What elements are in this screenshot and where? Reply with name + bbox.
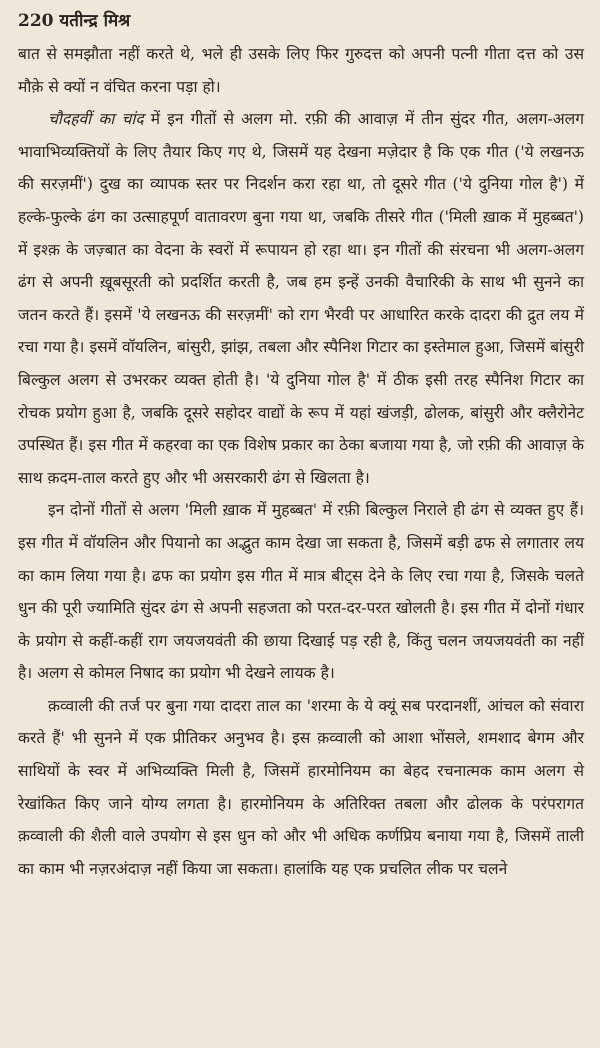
- running-header: [18, 8, 584, 38]
- paragraph-4: [18, 690, 584, 886]
- paragraph-2: [18, 103, 584, 494]
- paragraph-3: [18, 494, 584, 690]
- film-title-italic: चौदहवीं का चांद: [48, 110, 144, 129]
- paragraph-text: में इन गीतों से अलग मो. रफ़ी की आवाज़ में तीन सुंदर गीत, अलग-अलग भावाभिव्यक्तियों के लिए तैयार किए गए थे, जिसमें यह देखना मज़ेदार है कि एक गीत ('ये लखनऊ की सरज़मीं') दुख का व्यापक स्तर पर निदर्शन करा रहा था, तो दूसरे गीत ('ये दुनिया गोल है') में हल्के-फुल्के ढंग का उत्साहपूर्ण वातावरण बुना गया था, जबकि तीसरे गीत ('मिली ख़ाक में मुहब्बत') में इश्क़ के जज़्बात का वेदना के स्वरों में रूपायन हो रहा था। इन गीतों की संरचना भी अलग-अलग ढंग से अपनी ख़ूबसूरती को प्रदर्शित करती है, जब हम इन्हें उनकी वैचारिकी के साथ भी सुनने का जतन करते हैं। इसमें 'ये लखनऊ की सरज़मीं' को राग भैरवी पर आधारित करके दादरा की द्रुत लय में रचा गया है। इसमें वॉयलिन, बांसुरी, झांझ, तबला और स्पैनिश गिटार का इस्तेमाल हुआ, जिसमें बांसुरी बिल्कुल अलग से उभरकर व्यक्त होती है। 'ये दुनिया गोल है' में ठीक इसी तरह स्पैनिश गिटार का रोचक प्रयोग हुआ है, जबकि दूसरे सहोदर वाद्यों के रूप में यहां खंजड़ी, ढोलक, बांसुरी और क्लैरोनेट उपस्थित हैं। इस गीत में कहरवा का एक विशेष प्रकार का ठेका बजाया गया है, जो रफ़ी की आवाज़ के साथ क़दम-ताल करते हुए और भी असरकारी ढंग से खिलता है।: [18, 110, 584, 487]
- paragraph-text: बात से समझौता नहीं करते थे, भले ही उसके लिए फिर गुरुदत्त को अपनी पत्नी गीता दत्त को उस मौक़े से क्यों न वंचित करना पड़ा हो।: [18, 45, 584, 96]
- author-name: यतीन्द्र मिश्र: [59, 11, 131, 31]
- paragraph-text: क़व्वाली की तर्ज पर बुना गया दादरा ताल का 'शरमा के ये क्यूं सब परदानशीं, आंचल को संवारा करते हैं' भी सुनने में एक प्रीतिकर अनुभव है। इस क़व्वाली को आशा भोंसले, शमशाद बेगम और साथियों के स्वर में अभिव्यक्ति मिली है, जिसमें हारमोनियम का बेहद रचनात्मक काम अलग से रेखांकित किए जाने योग्य लगता है। हारमोनियम के अतिरिक्त तबला और ढोलक के परंपरागत क़व्वाली की शैली वाले उपयोग से इस धुन को और भी अधिक कर्णप्रिय बनाया गया है, जिसमें ताली का काम भी नज़रअंदाज़ नहीं किया जा सकता। हालांकि यह एक प्रचलित लीक पर चलने: [18, 696, 584, 878]
- paragraph-1: [18, 38, 584, 103]
- body-text: [18, 38, 584, 885]
- paragraph-text: इन दोनों गीतों से अलग 'मिली ख़ाक में मुहब्बत' में रफ़ी बिल्कुल निराले ही ढंग से व्यक्त हुए हैं। इस गीत में वॉयलिन और पियानो का अद्भुत काम देखा जा सकता है, जिसमें बड़ी ढफ से लगातार लय का काम लिया गया है। ढफ का प्रयोग इस गीत में मात्र बीट्स देने के लिए रचा गया है, जिसके चलते धुन की पूरी ज्यामिति सुंदर ढंग से अपनी सहजता को परत-दर-परत खोलती है। इस गीत में दोनों गंधार के प्रयोग से कहीं-कहीं राग जयजयवंती की छाया दिखाई पड़ रही है, किंतु चलन जयजयवंती का नहीं है। अलग से कोमल निषाद का प्रयोग भी देखने लायक है।: [18, 501, 584, 683]
- page-number: 220: [18, 11, 54, 31]
